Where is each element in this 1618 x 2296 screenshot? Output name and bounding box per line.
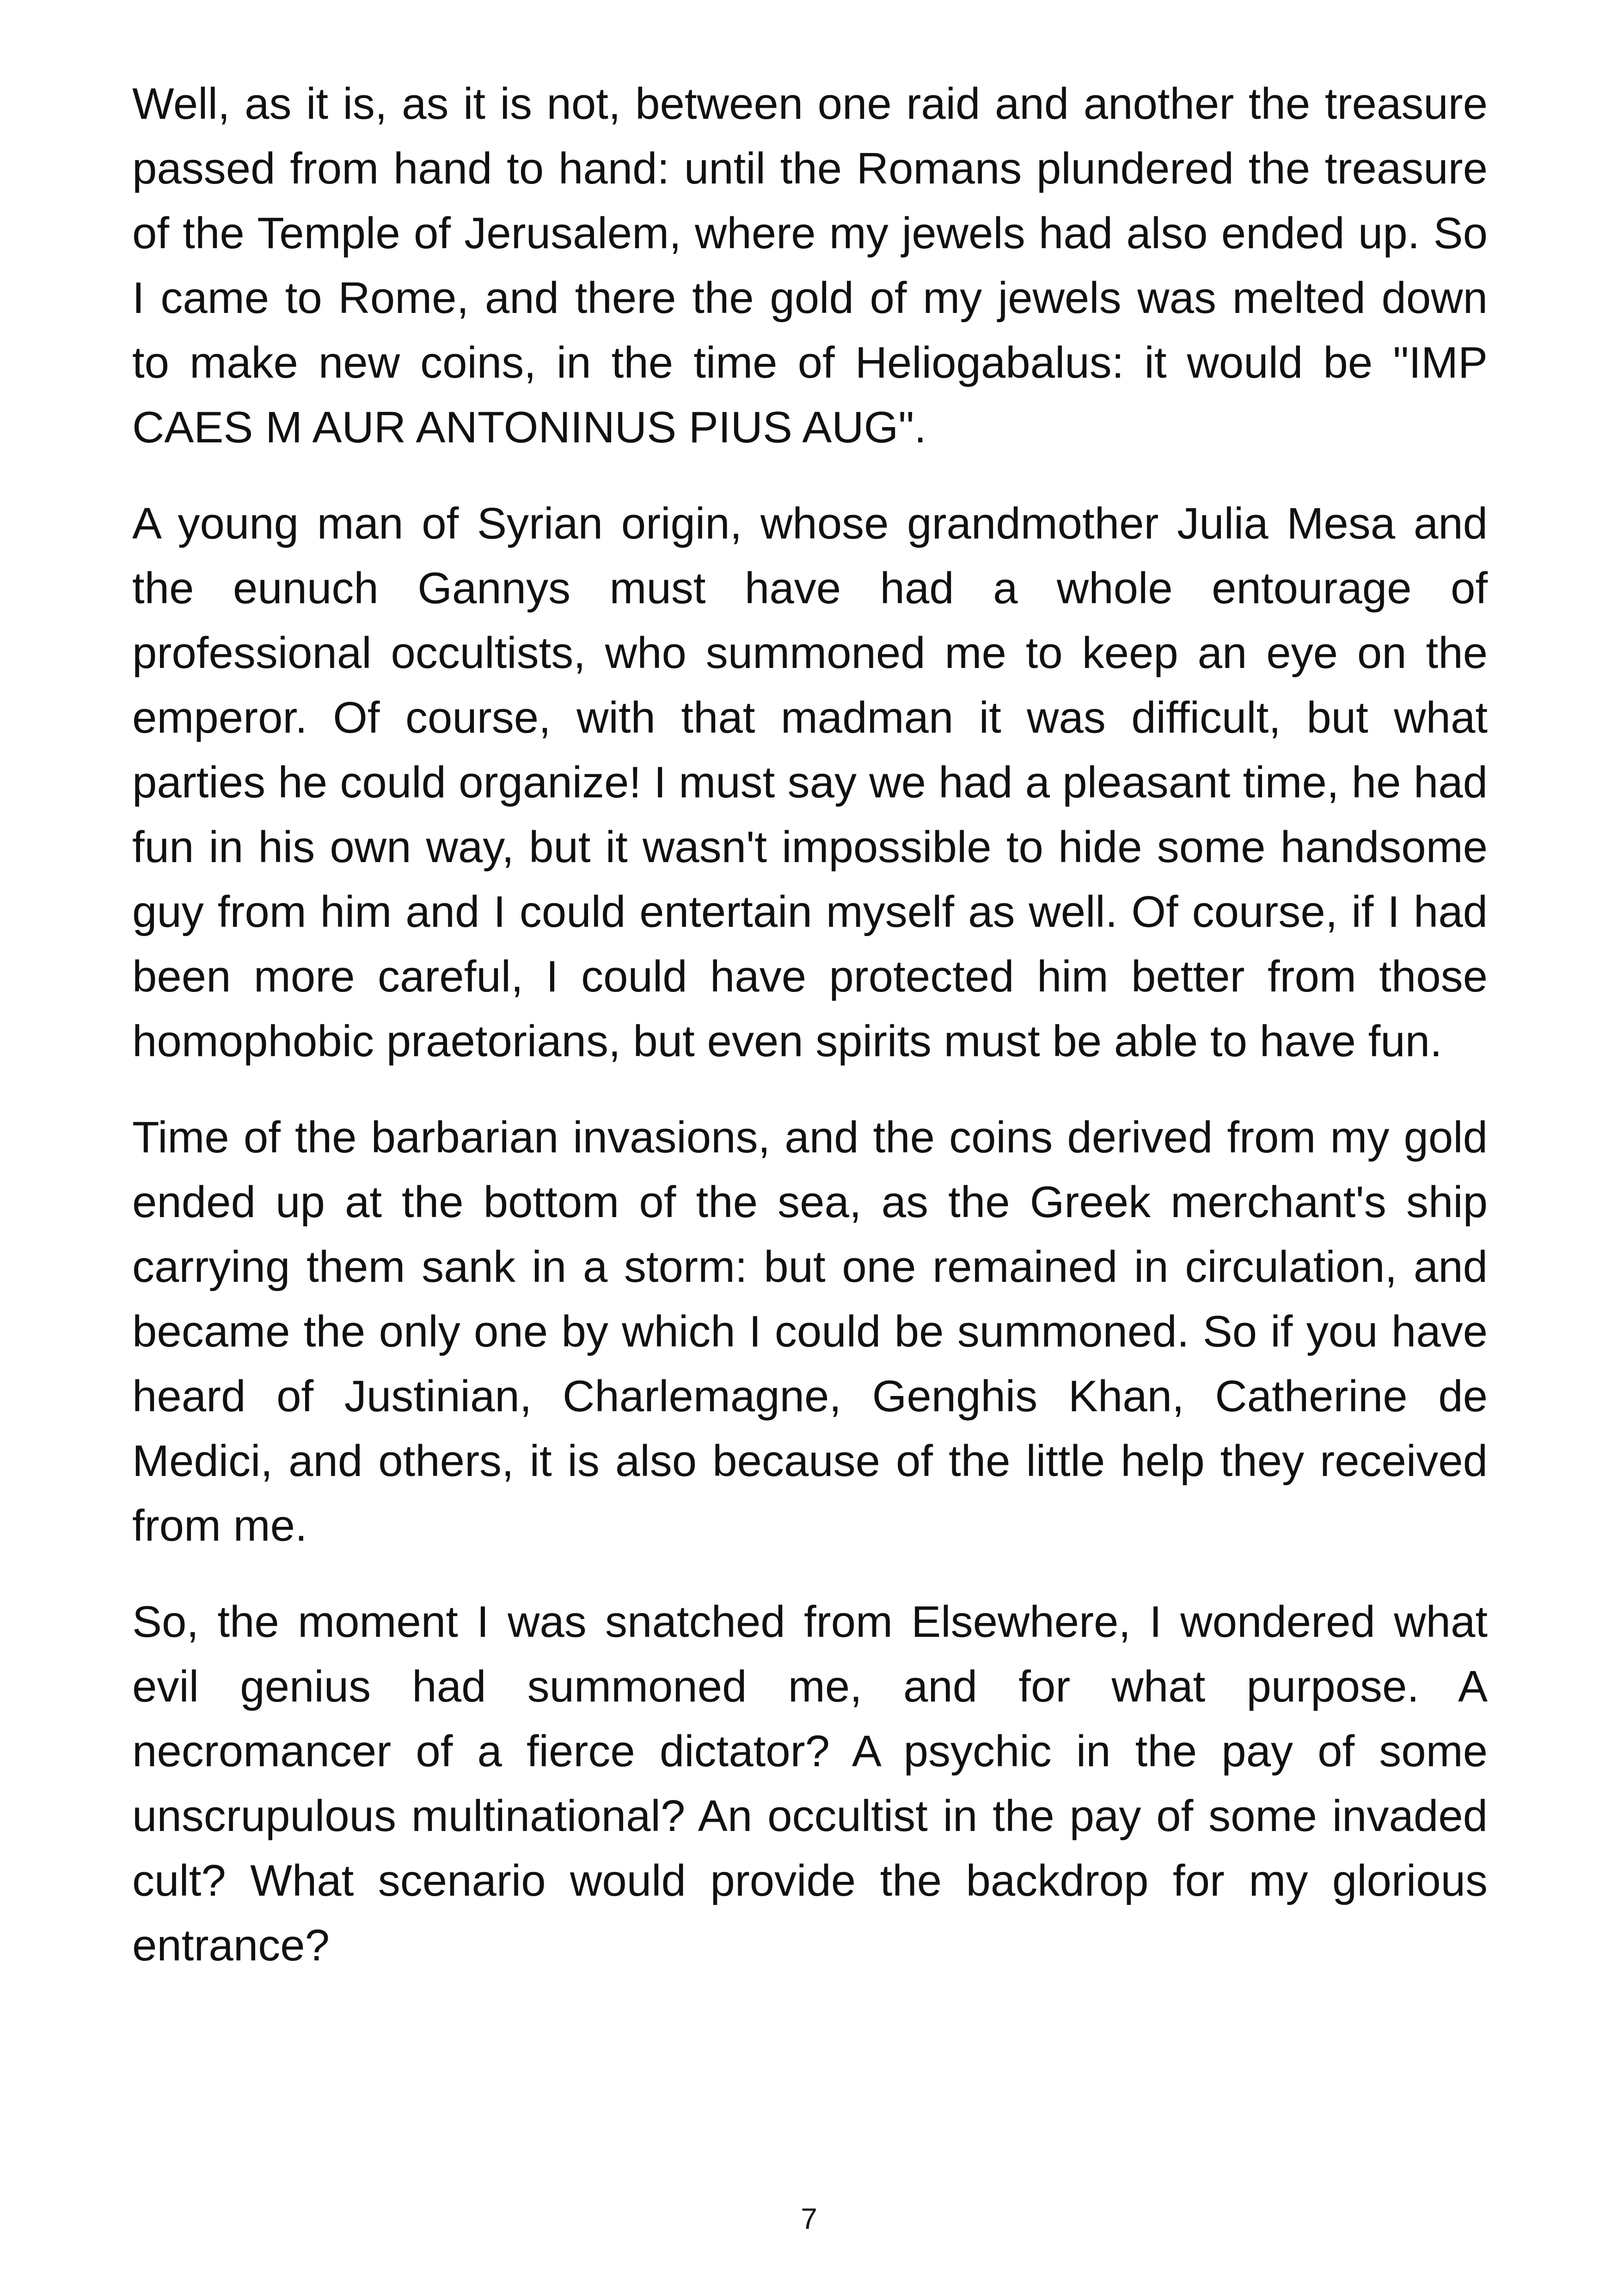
body-text (132, 72, 1488, 2009)
paragraph-1: Well, as it is, as it is not, between one raid and another the treasure passed from hand to hand: until the Romans plundered the treasure of the Temple of Jerusalem, where my jewels had also ended up. So I came to Rome, and there the gold of my jewels was melted down to make new coins, in the time of Heliogabalus: it would be "IMP CAES M AUR ANTONINUS PIUS AUG". (132, 79, 1488, 452)
paragraph-3: Time of the barbarian invasions, and the coins derived from my gold ended up at the bottom of the sea, as the Greek merchant's ship carrying them sank in a storm: but one remained in circulation, and became the only one by which I could be summoned. So if you have heard of Justinian, Charlemagne, Genghis Khan, Catherine de Medici, and others, it is also because of the little help they received from me. (132, 1113, 1488, 1550)
page-number: 7 (801, 2202, 817, 2235)
paragraph-2: A young man of Syrian origin, whose grandmother Julia Mesa and the eunuch Gannys must have had a whole entourage of professional occultists, who summoned me to keep an eye on the emperor. Of course, with that madman it was difficult, but what parties he could organize! I must say we had a pleasant time, he had fun in his own way, but it wasn't impossible to hide some handsome guy from him and I could entertain myself as well. Of course, if I had been more careful, I could have protected him better from those homophobic praetorians, but even spirits must be able to have fun. (132, 499, 1488, 1066)
paragraph-4: So, the moment I was snatched from Elsewhere, I wondered what evil genius had summoned me, and for what purpose. A necromancer of a fierce dictator? A psychic in the pay of some unscrupulous multinational? An occultist in the pay of some invaded cult? What scenario would provide the backdrop for my glorious entrance? (132, 1597, 1488, 1970)
